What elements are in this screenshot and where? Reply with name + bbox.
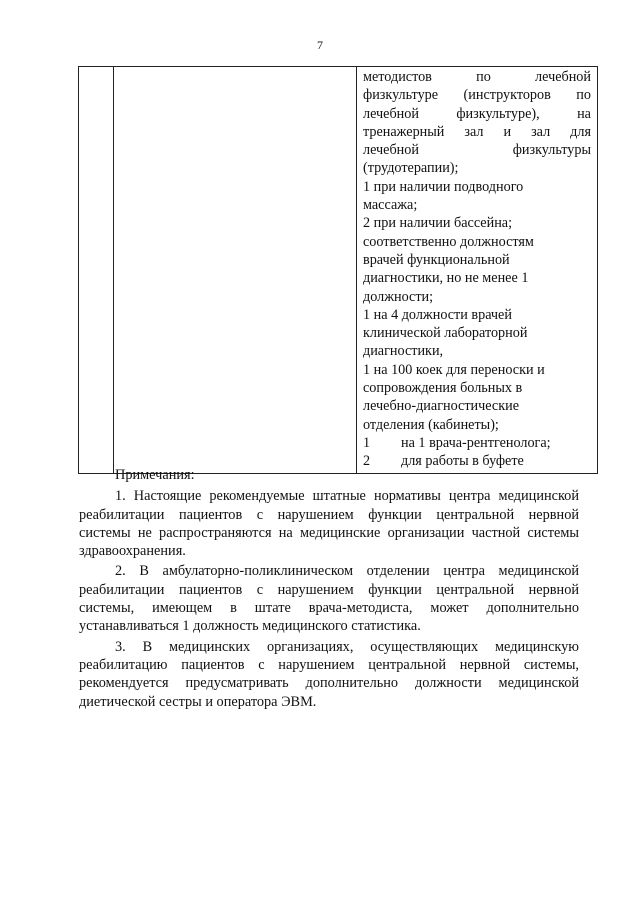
- staffing-table: [78, 66, 598, 474]
- norm-line: лечебно-диагностические: [363, 398, 520, 415]
- norm-line: диагностики,: [363, 343, 444, 360]
- norm-line: должности;: [363, 288, 434, 305]
- note-line: устанавливаться 1 должность медицинского статистика.: [79, 618, 421, 635]
- norm-line: клинической лабораторной: [363, 325, 528, 342]
- note-line: реабилитацию пациентов с нарушением центральной нервной системы,: [79, 656, 579, 673]
- norm-line-number: 2: [363, 453, 371, 470]
- note-paragraph: [79, 487, 579, 560]
- page-number: 7: [317, 38, 323, 52]
- note-line: рекомендуется предусматривать дополнительно должности медицинской: [79, 675, 579, 692]
- note-line: системы не распространяются на медицинские организации частной системы: [79, 524, 579, 541]
- norm-numbered-line: [363, 434, 591, 452]
- note-paragraph: [79, 562, 579, 635]
- norm-line: 2 при наличии бассейна;: [363, 215, 513, 232]
- norm-line: методистов по лечебной: [363, 69, 591, 85]
- note-line: здравоохранения.: [79, 543, 186, 560]
- note-line: диетической сестры и оператора ЭВМ.: [79, 693, 317, 710]
- note-line: 3. В медицинских организациях, осуществляющих медицинскую: [115, 638, 579, 655]
- note-line: 1. Настоящие рекомендуемые штатные нормативы центра медицинской: [115, 488, 579, 505]
- norm-line: (трудотерапии);: [363, 160, 459, 177]
- norm-line: 1 при наличии подводного: [363, 178, 524, 195]
- notes-title: Примечания:: [115, 467, 195, 483]
- norm-line: тренажерный зал и зал для: [363, 123, 591, 140]
- norm-line: массажа;: [363, 197, 418, 214]
- notes-section: [79, 466, 579, 713]
- norm-line: 1 на 100 коек для переноски и: [363, 361, 545, 378]
- norm-line: отделения (кабинеты);: [363, 416, 499, 433]
- norm-line-number: 1: [363, 434, 371, 451]
- norm-line: 1 на 4 должности врачей: [363, 306, 512, 323]
- norm-line: сопровождения больных в: [363, 380, 523, 397]
- norm-line: врачей функциональной: [363, 251, 510, 268]
- norm-line: лечебной физкультуре), на: [363, 105, 591, 122]
- norm-line: диагностики, но не менее 1: [363, 270, 529, 287]
- norm-line: лечебной физкультуры: [363, 142, 591, 159]
- note-line: реабилитации пациентов с нарушением функции центральной нервной: [79, 581, 579, 598]
- staff-norm-cell: [357, 67, 598, 474]
- note-line: реабилитации пациентов с нарушением функции центральной нервной: [79, 506, 579, 523]
- norm-line: соответственно должностям: [363, 233, 534, 250]
- note-line: системы, имеющем в штате врача-методиста, может дополнительно: [79, 600, 579, 617]
- norm-line-text: на 1 врача-рентгенолога;: [401, 434, 551, 451]
- note-paragraph: [79, 638, 579, 711]
- position-name-cell: [114, 67, 357, 474]
- norm-line: физкультуре (инструкторов по: [363, 87, 591, 104]
- note-line: 2. В амбулаторно-поликлиническом отделении центра медицинской: [115, 563, 579, 580]
- norm-line-text: для работы в буфете: [401, 453, 524, 470]
- table-row: [79, 67, 598, 474]
- row-number-cell: [79, 67, 114, 474]
